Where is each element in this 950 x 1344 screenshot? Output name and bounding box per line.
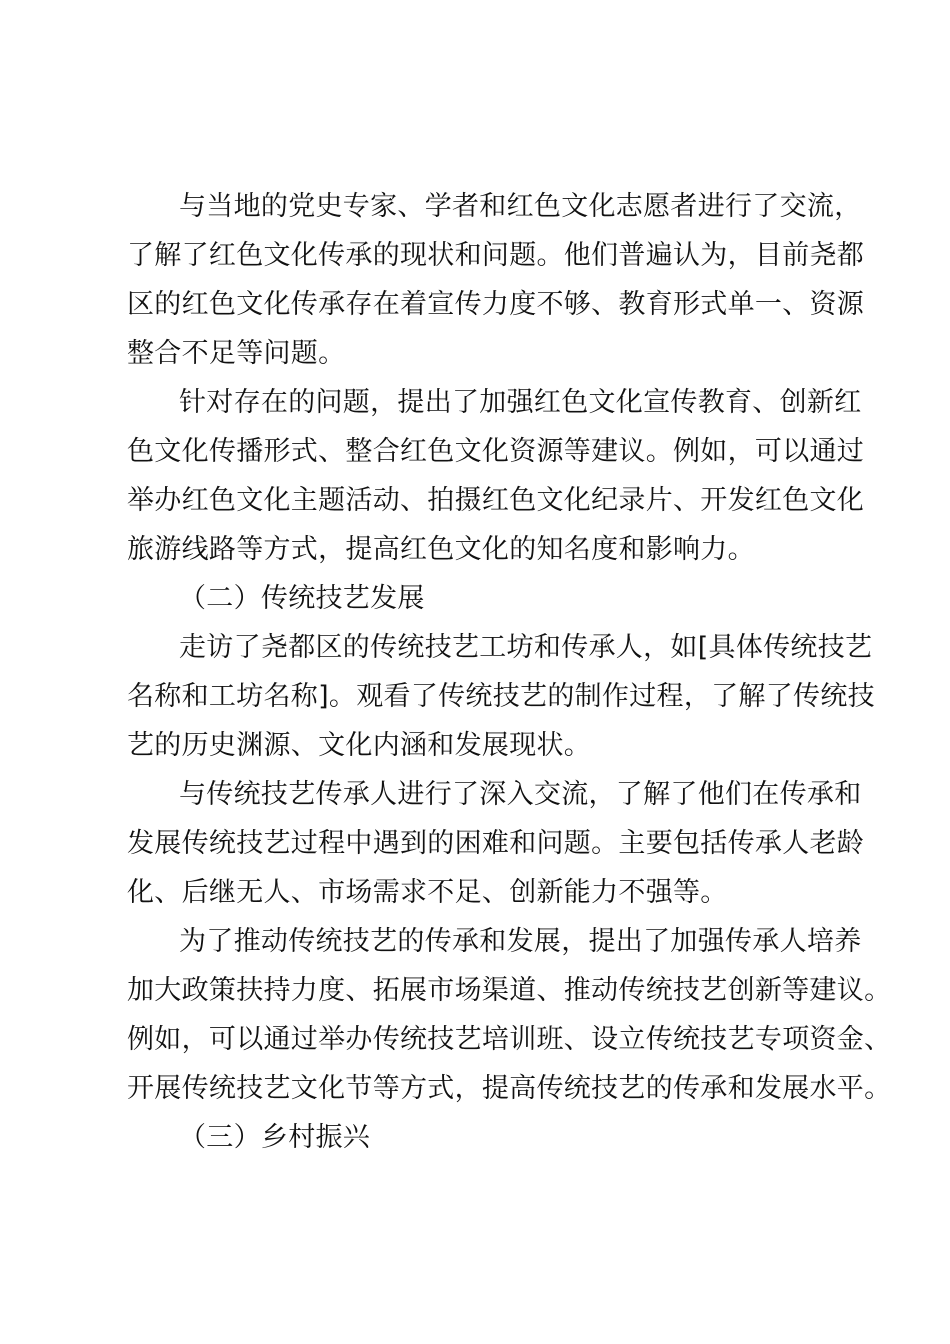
paragraph-4-line-2: 发展传统技艺过程中遇到的困难和问题。主要包括传承人老龄 <box>127 828 865 859</box>
paragraph-3-line-1: 走访了尧都区的传统技艺工坊和传承人，如[具体传统技艺 <box>179 632 873 663</box>
paragraph-2-line-2: 色文化传播形式、整合红色文化资源等建议。例如，可以通过 <box>127 436 865 467</box>
section-heading-rural-revitalization: （三）乡村振兴 <box>179 1122 371 1153</box>
paragraph-1-line-2: 了解了红色文化传承的现状和问题。他们普遍认为，目前尧都 <box>127 240 865 271</box>
section-heading-traditional-crafts: （二）传统技艺发展 <box>179 583 425 614</box>
paragraph-3-line-2: 名称和工坊名称]。观看了传统技艺的制作过程，了解了传统技 <box>127 681 875 712</box>
paragraph-2-line-3: 举办红色文化主题活动、拍摄红色文化纪录片、开发红色文化 <box>127 485 865 516</box>
paragraph-5-line-1: 为了推动传统技艺的传承和发展，提出了加强传承人培养 <box>179 926 862 957</box>
paragraph-2-line-1: 针对存在的问题，提出了加强红色文化宣传教育、创新红 <box>179 387 862 418</box>
paragraph-4-line-3: 化、后继无人、市场需求不足、创新能力不强等。 <box>127 877 728 908</box>
paragraph-1-line-4: 整合不足等问题。 <box>127 338 346 369</box>
paragraph-4-line-1: 与传统技艺传承人进行了深入交流，了解了他们在传承和 <box>179 779 862 810</box>
paragraph-2-line-4: 旅游线路等方式，提高红色文化的知名度和影响力。 <box>127 534 755 565</box>
paragraph-5-line-3: 例如，可以通过举办传统技艺培训班、设立传统技艺专项资金、 <box>127 1024 892 1055</box>
paragraph-5-line-2: 加大政策扶持力度、拓展市场渠道、推动传统技艺创新等建议。 <box>127 975 892 1006</box>
paragraph-3-line-3: 艺的历史渊源、文化内涵和发展现状。 <box>127 730 592 761</box>
paragraph-1-line-3: 区的红色文化传承存在着宣传力度不够、教育形式单一、资源 <box>127 289 865 320</box>
paragraph-5-line-4: 开展传统技艺文化节等方式，提高传统技艺的传承和发展水平。 <box>127 1073 892 1104</box>
paragraph-1-line-1: 与当地的党史专家、学者和红色文化志愿者进行了交流， <box>179 191 862 222</box>
document-body <box>127 182 892 1162</box>
